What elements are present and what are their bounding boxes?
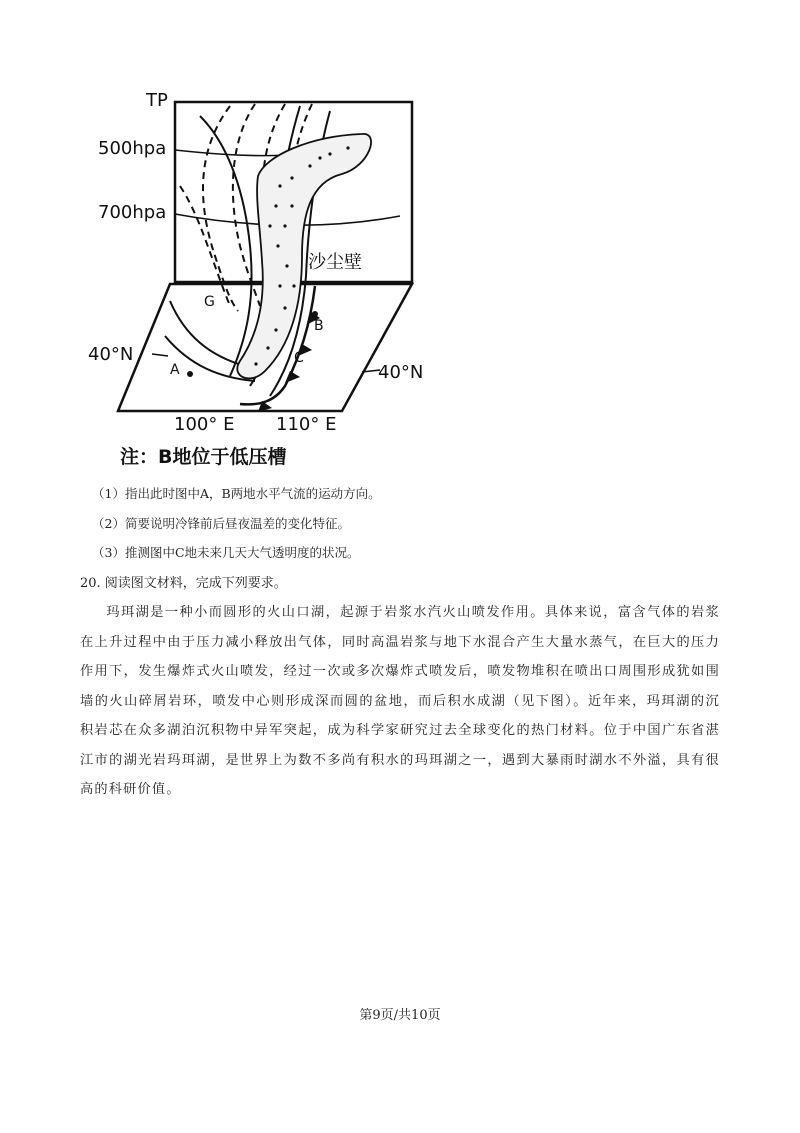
point-g-label: G [204,294,215,310]
figure-note: 注：B地位于低压槽 [120,446,287,468]
point-a-marker [187,371,193,377]
page-number: 第9页/共10页 [359,1008,441,1023]
cold-front-sandstorm-figure [80,86,450,470]
500hpa-label: 500hpa [98,138,167,159]
point-a-label: A [170,362,180,378]
point-c-label: C [294,350,304,366]
lat-40n-right-label: 40°N [378,362,424,383]
lon-100e-label: 100° E [174,414,235,435]
point-b-marker [312,311,318,317]
point-b-label: B [314,318,324,334]
tp-label: TP [146,90,168,111]
lon-110e-label: 110° E [276,414,337,435]
lat-tick-left [152,354,168,356]
question-3: （3）推测图中C地未来几天大气透明度的状况。 [92,545,360,560]
question-2: （2）简要说明冷锋前后昼夜温差的变化特征。 [92,516,350,531]
question-20-title: 20. 阅读图文材料，完成下列要求。 [80,576,287,591]
700hpa-label: 700hpa [98,202,167,223]
question-1: （1）指出此时图中A，B两地水平气流的运动方向。 [92,486,381,501]
maar-lake-passage: 玛珥湖是一种小而圆形的火山口湖，起源于岩浆水汽火山喷发作用。具体来说，富含气体的岩浆在上升过程中由于压力减小释放出气体，同时高温岩浆与地下水混合产生大量水蒸气，在巨大的压力作用下，发生爆炸式火山喷发，经过一次或多次爆炸式喷发后，喷发物堆积在喷出口周围形成犹如围墙的火山碎屑岩环，喷发中心则形成深而圆的盆地，而后积水成湖（见下图）。近年来，玛珥湖的沉积岩芯在众多湖泊沉积物中异军突起，成为科学家研究过去全球变化的热门材料。位于中国广东省湛江市的湖光岩玛珥湖，是世界上为数不多尚有积水的玛珥湖之一，遇到大暴雨时湖水不外溢，具有很高的科研价值。 [80,605,720,797]
lat-40n-left-label: 40°N [88,344,134,365]
sand-wall-label: 沙尘壁 [308,252,362,273]
